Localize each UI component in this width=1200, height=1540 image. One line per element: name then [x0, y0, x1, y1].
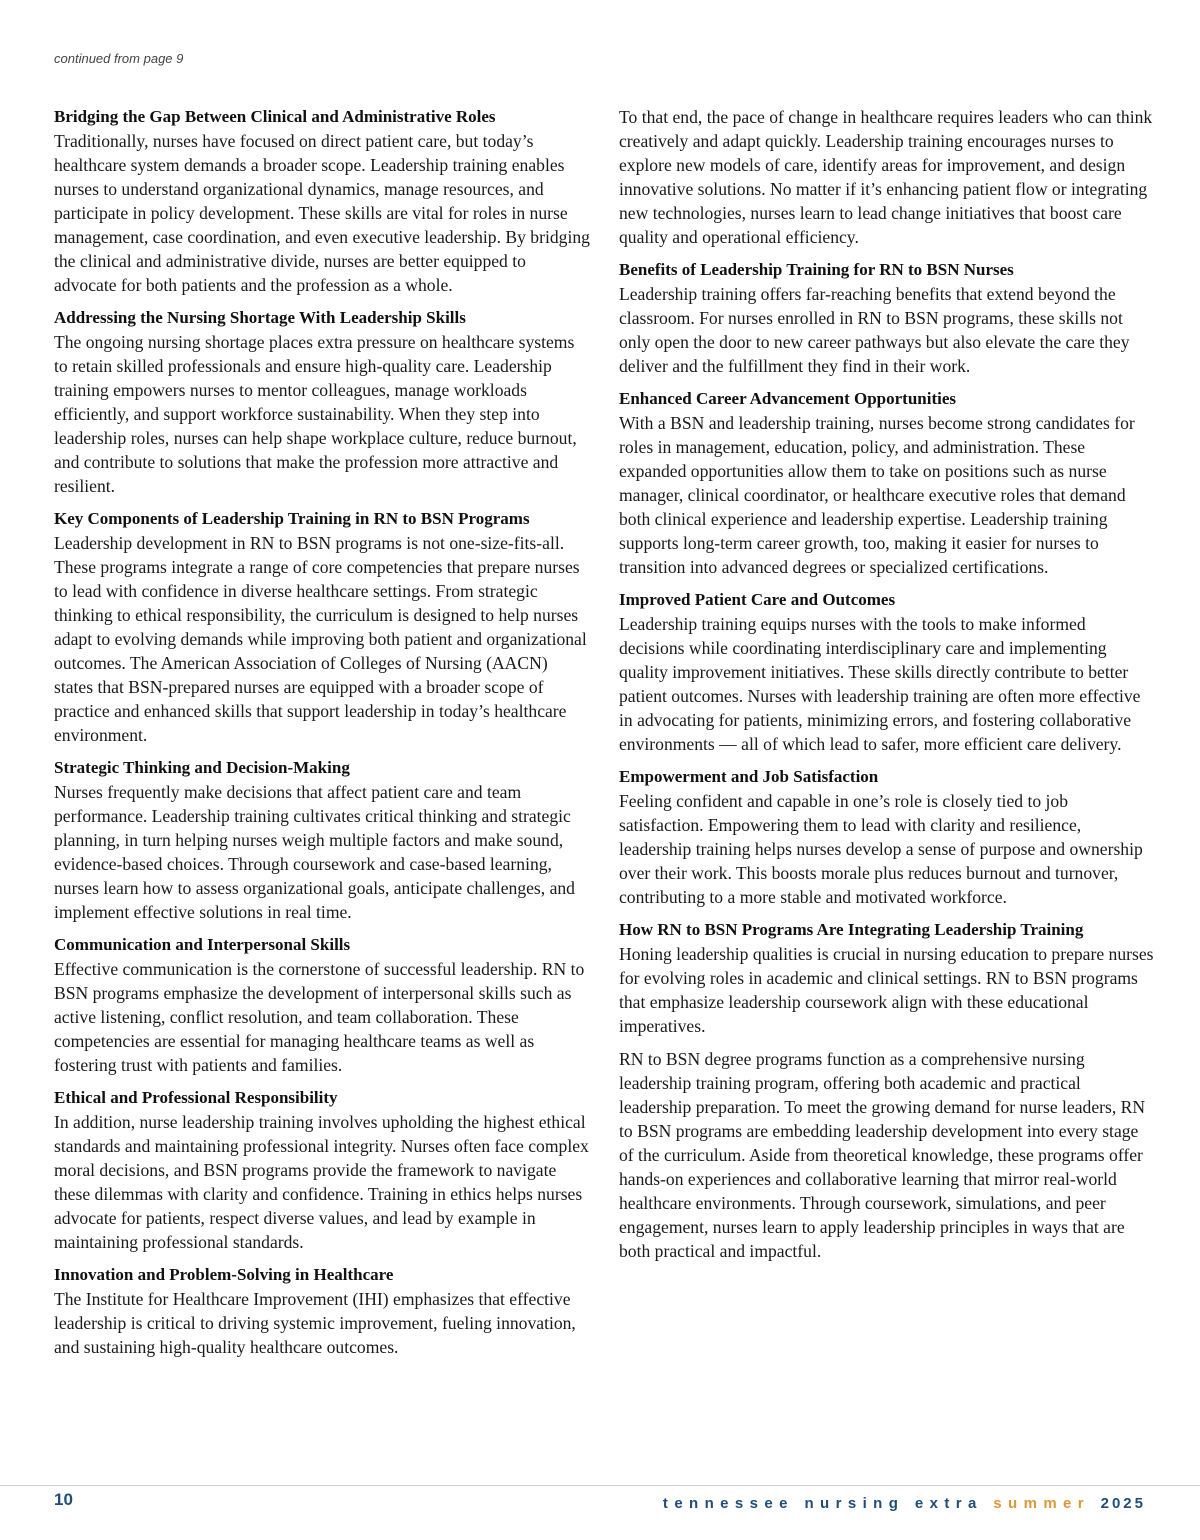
section-heading: Addressing the Nursing Shortage With Leadership Skills	[54, 308, 466, 327]
section-paragraph: Feeling confident and capable in one’s role is closely tied to job satisfaction. Empowering them to lead with clarity and resilience, leadership training helps nurses develop a sense of purpose and ownership over their work. This boosts morale plus reduces burnout and turnover, contributing to a more stable and motivated workforce.	[619, 791, 1143, 907]
section-heading: Bridging the Gap Between Clinical and Administrative Roles	[54, 107, 496, 126]
section-paragraph: Leadership training offers far-reaching benefits that extend beyond the classroom. For nurses enrolled in RN to BSN programs, these skills not only open the door to new career pathways but also elevate the care they deliver and the fulfillment they find in their work.	[619, 284, 1130, 376]
section-paragraph: Leadership development in RN to BSN programs is not one-size-fits-all. These programs integrate a range of core competencies that prepare nurses to lead with confidence in diverse healthcare settings. From strategic thinking to ethical responsibility, the curriculum is designed to help nurses adapt to evolving demands while improving both patient and organizational outcomes. The American Association of Colleges of Nursing (AACN) states that BSN-prepared nurses are equipped with a broader scope of practice and enhanced skills that support leadership in today’s healthcare environment.	[54, 533, 587, 745]
section-ethical	[54, 1086, 590, 1254]
section-communication	[54, 933, 590, 1077]
section-heading: Improved Patient Care and Outcomes	[619, 590, 896, 609]
section-paragraph: Leadership training equips nurses with the tools to make informed decisions while coordinating interdisciplinary care and implementing quality improvement initiatives. These skills directly contribute to better patient outcomes. Nurses with leadership training are often more effective in advocating for patients, minimizing errors, and fostering collaborative environments — all of which lead to safer, more efficient care delivery.	[619, 614, 1141, 754]
section-paragraph: Nurses frequently make decisions that affect patient care and team performance. Leadership training cultivates critical thinking and strategic planning, in turn helping nurses weigh multiple factors and make sound, evidence-based choices. Through coursework and case-based learning, nurses learn how to assess organizational goals, anticipate challenges, and implement effective solutions in real time.	[54, 782, 575, 922]
section-integrating	[619, 918, 1155, 1263]
section-heading: Enhanced Career Advancement Opportunities	[619, 389, 957, 408]
section-career-advancement	[619, 387, 1155, 579]
section-heading: Key Components of Leadership Training in RN to BSN Programs	[54, 509, 530, 528]
section-paragraph: To that end, the pace of change in healthcare requires leaders who can think creatively and adapt quickly. Leadership training encourages nurses to explore new models of care, identify areas for improvement, and design innovative solutions. No matter if it’s enhancing patient flow or integrating new technologies, nurses learn to lead change initiatives that boost care quality and operational efficiency.	[619, 107, 1153, 247]
section-paragraph: Traditionally, nurses have focused on direct patient care, but today’s healthcare system demands a broader scope. Leadership training enables nurses to understand organizational dynamics, manage resources, and participate in policy development. These skills are vital for roles in nurse management, case coordination, and even executive leadership. By bridging the clinical and administrative divide, nurses are better equipped to advocate for both patients and the profession as a whole.	[54, 131, 590, 295]
right-column	[619, 105, 1155, 1272]
section-paragraph: With a BSN and leadership training, nurses become strong candidates for roles in management, education, policy, and administration. These expanded opportunities allow them to take on positions such as nurse manager, clinical coordinator, or healthcare executive roles that demand both clinical experience and leadership expertise. Leadership training supports long-term career growth, too, making it easier for nurses to transition into advanced degrees or specialized certifications.	[619, 413, 1135, 577]
section-innovation	[54, 1263, 590, 1359]
section-paragraph: The ongoing nursing shortage places extra pressure on healthcare systems to retain skilled professionals and ensure high-quality care. Leadership training empowers nurses to mentor colleagues, manage workloads efficiently, and support workforce sustainability. When they step into leadership roles, nurses can help shape workplace culture, reduce burnout, and contribute to solutions that make the profession more attractive and resilient.	[54, 332, 577, 496]
section-paragraph: Effective communication is the cornerstone of successful leadership. RN to BSN programs emphasize the development of interpersonal skills such as active listening, conflict resolution, and team collaboration. These competencies are essential for managing healthcare teams as well as fostering trust with patients and families.	[54, 959, 585, 1075]
publication-title	[663, 1495, 1146, 1512]
section-heading: Ethical and Professional Responsibility	[54, 1088, 338, 1107]
section-strategic-thinking	[54, 756, 590, 924]
section-heading: Innovation and Problem-Solving in Healthcare	[54, 1265, 394, 1284]
section-paragraph: Honing leadership qualities is crucial in nursing education to prepare nurses for evolving roles in academic and clinical settings. RN to BSN programs that emphasize leadership coursework align with these educational imperatives.	[619, 944, 1154, 1036]
footer-divider	[0, 1485, 1200, 1486]
section-paragraph: RN to BSN degree programs function as a comprehensive nursing leadership training program, offering both academic and practical leadership preparation. To meet the growing demand for nurse leaders, RN to BSN programs are embedding leadership development into every stage of the curriculum. Aside from theoretical knowledge, these programs offer hands-on experiences and collaborative learning that mirror real-world healthcare environments. Through coursework, simulations, and peer engagement, nurses learn to apply leadership principles in ways that are both practical and impactful.	[619, 1049, 1146, 1261]
section-paragraph: The Institute for Healthcare Improvement (IHI) emphasizes that effective leadership is critical to driving systemic improvement, fueling innovation, and sustaining high-quality healthcare outcomes.	[54, 1289, 576, 1357]
section-nursing-shortage	[54, 306, 590, 498]
section-patient-care	[619, 588, 1155, 756]
page-number: 10	[54, 1490, 73, 1509]
section-heading: Strategic Thinking and Decision-Making	[54, 758, 350, 777]
section-heading: How RN to BSN Programs Are Integrating Leadership Training	[619, 920, 1084, 939]
publication-year: 2025	[1100, 1495, 1146, 1512]
section-heading: Communication and Interpersonal Skills	[54, 935, 351, 954]
publication-season: summer	[993, 1495, 1091, 1512]
publication-name: tennessee nursing extra	[662, 1495, 983, 1512]
continued-note: continued from page 9	[54, 51, 184, 66]
left-column	[54, 105, 590, 1368]
section-heading: Benefits of Leadership Training for RN to BSN Nurses	[619, 260, 1014, 279]
section-bridging-gap	[54, 105, 590, 297]
section-benefits	[619, 258, 1155, 378]
section-key-components	[54, 507, 590, 747]
section-innovation-continued	[619, 105, 1155, 249]
section-empowerment	[619, 765, 1155, 909]
section-heading: Empowerment and Job Satisfaction	[619, 767, 879, 786]
section-paragraph: In addition, nurse leadership training involves upholding the highest ethical standards and maintaining professional integrity. Nurses often face complex moral decisions, and BSN programs provide the framework to navigate these dilemmas with clarity and confidence. Training in ethics helps nurses advocate for patients, respect diverse values, and lead by example in maintaining professional standards.	[54, 1112, 589, 1252]
